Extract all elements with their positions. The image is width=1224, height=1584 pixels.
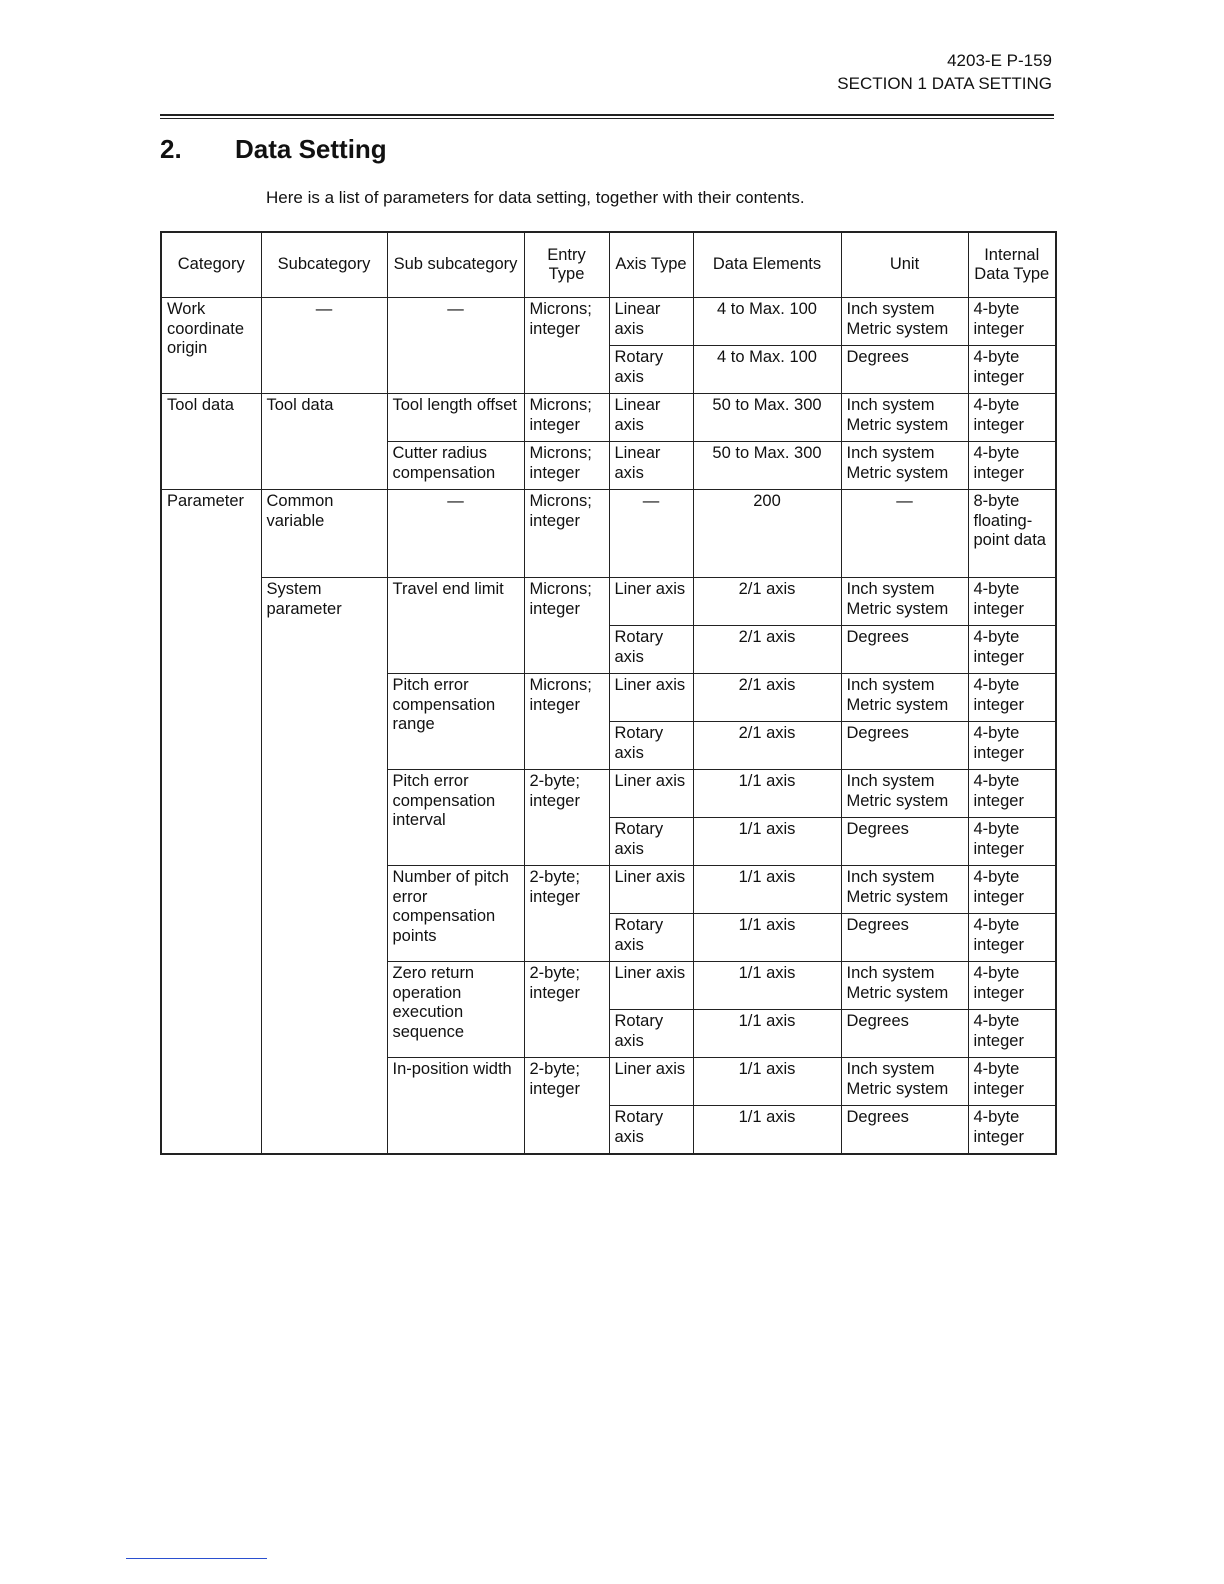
entry-type-cell: Microns; integer [524, 490, 609, 578]
table-row [161, 394, 1056, 442]
axis-type-cell: Liner axis [609, 1058, 693, 1106]
header-rule [160, 114, 1054, 116]
unit-cell: Inch system Metric system [841, 442, 968, 490]
unit-cell: Degrees [841, 1106, 968, 1154]
entry-type-cell: 2-byte; integer [524, 1058, 609, 1154]
internal-type-cell: 4-byte integer [968, 626, 1056, 674]
header-rule-thin [160, 118, 1054, 119]
internal-type-cell: 4-byte integer [968, 914, 1056, 962]
data-elements-cell: 2/1 axis [693, 578, 841, 626]
unit-cell: Inch system Metric system [841, 394, 968, 442]
internal-type-cell: 4-byte integer [968, 1010, 1056, 1058]
data-elements-cell: 50 to Max. 300 [693, 394, 841, 442]
subcategory-cell: System parameter [261, 578, 387, 1154]
table-row [161, 490, 1056, 578]
parameters-table [160, 231, 1057, 1155]
category-cell: Work coordinate origin [161, 298, 261, 394]
axis-type-cell: Liner axis [609, 578, 693, 626]
axis-type-cell: Linear axis [609, 442, 693, 490]
sub-subcategory-cell: Number of pitch error compensation points [387, 866, 524, 962]
data-elements-cell: 1/1 axis [693, 1058, 841, 1106]
subcategory-cell: Common variable [261, 490, 387, 578]
table-row [161, 298, 1056, 346]
data-elements-cell: 1/1 axis [693, 770, 841, 818]
axis-type-cell: Linear axis [609, 298, 693, 346]
sub-subcategory-cell: Cutter radius compensation [387, 442, 524, 490]
header-subcategory: Subcategory [261, 232, 387, 298]
axis-type-cell: Rotary axis [609, 1106, 693, 1154]
header-unit: Unit [841, 232, 968, 298]
data-elements-cell: 200 [693, 490, 841, 578]
category-cell: Tool data [161, 394, 261, 490]
entry-type-cell: Microns; integer [524, 298, 609, 394]
header-internal-data-type: Internal Data Type [968, 232, 1056, 298]
header-entry-type: Entry Type [524, 232, 609, 298]
internal-type-cell: 4-byte integer [968, 962, 1056, 1010]
axis-type-cell: Rotary axis [609, 722, 693, 770]
unit-cell: Degrees [841, 722, 968, 770]
internal-type-cell: 4-byte integer [968, 578, 1056, 626]
axis-type-cell: Liner axis [609, 770, 693, 818]
subcategory-cell: Tool data [261, 394, 387, 490]
intro-text: Here is a list of parameters for data setting, together with their contents. [266, 188, 805, 207]
data-elements-cell: 2/1 axis [693, 626, 841, 674]
section-title: Data Setting [235, 134, 387, 164]
unit-cell: Degrees [841, 346, 968, 394]
category-cell: Parameter [161, 490, 261, 1154]
entry-type-cell: Microns; integer [524, 674, 609, 770]
table-row [161, 578, 1056, 626]
data-elements-cell: 2/1 axis [693, 722, 841, 770]
axis-type-cell: Rotary axis [609, 346, 693, 394]
entry-type-cell: Microns; integer [524, 442, 609, 490]
data-elements-cell: 1/1 axis [693, 1010, 841, 1058]
entry-type-cell: 2-byte; integer [524, 962, 609, 1058]
header-data-elements: Data Elements [693, 232, 841, 298]
sub-subcategory-cell: Pitch error compensation interval [387, 770, 524, 866]
unit-cell: — [841, 490, 968, 578]
section-number: 2. [160, 134, 182, 164]
subcategory-cell: — [261, 298, 387, 394]
internal-type-cell: 4-byte integer [968, 1058, 1056, 1106]
sub-subcategory-cell: Tool length offset [387, 394, 524, 442]
axis-type-cell: Liner axis [609, 674, 693, 722]
sub-subcategory-cell: Pitch error compensation range [387, 674, 524, 770]
sub-subcategory-cell: Zero return operation execution sequence [387, 962, 524, 1058]
axis-type-cell: Rotary axis [609, 626, 693, 674]
unit-cell: Inch system Metric system [841, 578, 968, 626]
internal-type-cell: 4-byte integer [968, 442, 1056, 490]
data-elements-cell: 1/1 axis [693, 1106, 841, 1154]
axis-type-cell: Liner axis [609, 866, 693, 914]
data-elements-cell: 1/1 axis [693, 866, 841, 914]
axis-type-cell: Liner axis [609, 962, 693, 1010]
internal-type-cell: 4-byte integer [968, 866, 1056, 914]
sub-subcategory-cell: In-position width [387, 1058, 524, 1154]
header-axis-type: Axis Type [609, 232, 693, 298]
data-elements-cell: 2/1 axis [693, 674, 841, 722]
sub-subcategory-cell: — [387, 298, 524, 394]
unit-cell: Degrees [841, 626, 968, 674]
unit-cell: Inch system Metric system [841, 770, 968, 818]
internal-type-cell: 4-byte integer [968, 818, 1056, 866]
entry-type-cell: 2-byte; integer [524, 770, 609, 866]
data-elements-cell: 4 to Max. 100 [693, 298, 841, 346]
sub-subcategory-cell: Travel end limit [387, 578, 524, 674]
unit-cell: Inch system Metric system [841, 298, 968, 346]
data-elements-cell: 1/1 axis [693, 962, 841, 1010]
axis-type-cell: Rotary axis [609, 914, 693, 962]
internal-type-cell: 8-byte floating-point data [968, 490, 1056, 578]
unit-cell: Inch system Metric system [841, 962, 968, 1010]
axis-type-cell: — [609, 490, 693, 578]
sub-subcategory-cell: — [387, 490, 524, 578]
unit-cell: Degrees [841, 914, 968, 962]
data-elements-cell: 1/1 axis [693, 818, 841, 866]
axis-type-cell: Linear axis [609, 394, 693, 442]
internal-type-cell: 4-byte integer [968, 674, 1056, 722]
internal-type-cell: 4-byte integer [968, 1106, 1056, 1154]
data-elements-cell: 1/1 axis [693, 914, 841, 962]
internal-type-cell: 4-byte integer [968, 298, 1056, 346]
unit-cell: Inch system Metric system [841, 866, 968, 914]
data-elements-cell: 4 to Max. 100 [693, 346, 841, 394]
header-category: Category [161, 232, 261, 298]
unit-cell: Inch system Metric system [841, 674, 968, 722]
footer-rule [126, 1558, 267, 1559]
internal-type-cell: 4-byte integer [968, 394, 1056, 442]
entry-type-cell: Microns; integer [524, 578, 609, 674]
section-header: SECTION 1 DATA SETTING [837, 74, 1052, 93]
table-header-row [161, 232, 1056, 298]
document-id: 4203-E P-159 [947, 51, 1052, 70]
axis-type-cell: Rotary axis [609, 818, 693, 866]
axis-type-cell: Rotary axis [609, 1010, 693, 1058]
unit-cell: Degrees [841, 818, 968, 866]
data-elements-cell: 50 to Max. 300 [693, 442, 841, 490]
entry-type-cell: Microns; integer [524, 394, 609, 442]
unit-cell: Inch system Metric system [841, 1058, 968, 1106]
unit-cell: Degrees [841, 1010, 968, 1058]
entry-type-cell: 2-byte; integer [524, 866, 609, 962]
internal-type-cell: 4-byte integer [968, 770, 1056, 818]
header-sub-subcategory: Sub subcategory [387, 232, 524, 298]
internal-type-cell: 4-byte integer [968, 722, 1056, 770]
internal-type-cell: 4-byte integer [968, 346, 1056, 394]
